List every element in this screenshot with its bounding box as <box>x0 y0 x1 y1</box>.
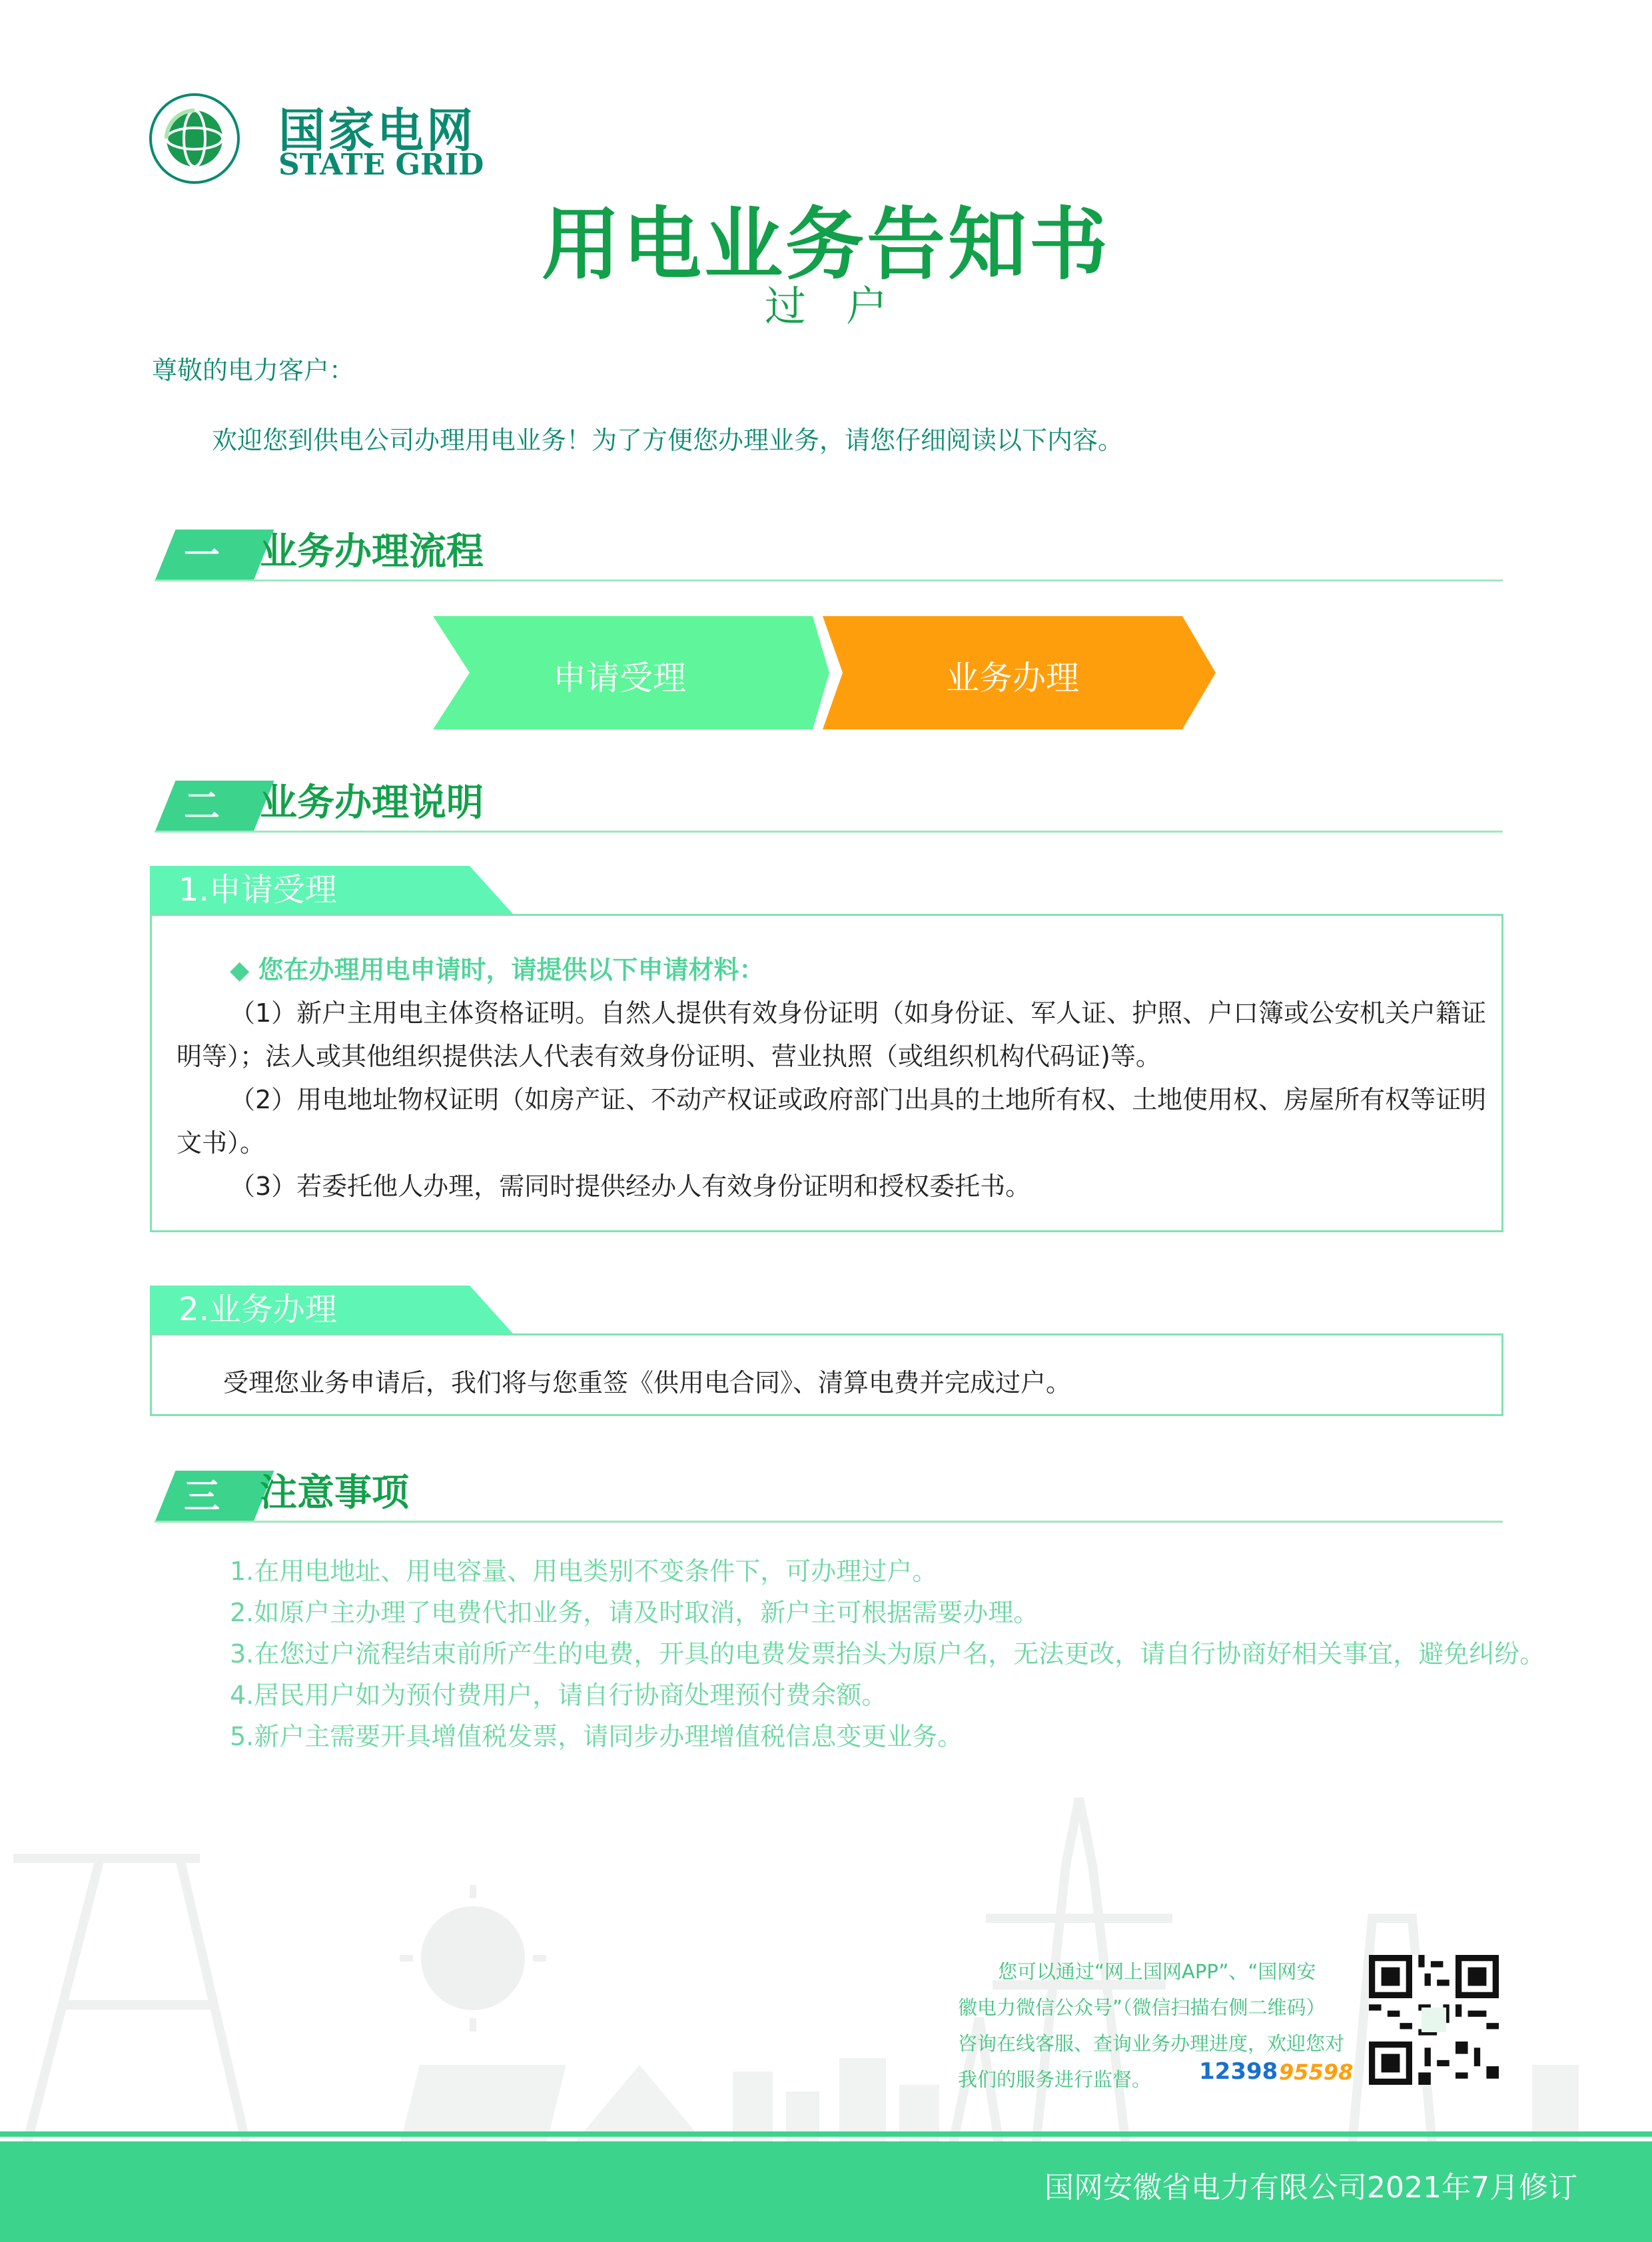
page-subtitle: 过户 <box>764 282 927 330</box>
section-3-divider <box>155 1521 1503 1523</box>
footer-stripe <box>0 2131 1652 2137</box>
page-title: 用电业务告知书 <box>541 198 1110 290</box>
section-3-title: 注意事项 <box>260 1471 409 1515</box>
sub-1-item-2-cont: 文书）。 <box>177 1128 266 1158</box>
section-2-divider <box>155 831 1503 833</box>
footer-revision-text: 国网安徽省电力有限公司2021年7月修订 <box>1044 2171 1577 2205</box>
service-line-3: 咨询在线客服、查询业务办理进度，欢迎您对 <box>958 2032 1345 2055</box>
note-2: 2.如原户主办理了电费代扣业务，请及时取消，新户主可根据需要办理。 <box>230 1598 1039 1627</box>
section-2-title: 业务办理说明 <box>260 781 484 825</box>
section-1-title: 业务办理流程 <box>260 530 484 573</box>
greeting: 尊敬的电力客户： <box>152 356 355 385</box>
service-line-1: 您可以通过“网上国网APP”、“国网安 <box>998 1960 1316 1983</box>
section-1-divider <box>155 579 1503 581</box>
sub-1-item-2: （2）用电地址物权证明（如房产证、不动产权证或政府部门出具的土地所有权、土地使用权、房屋所有权等证明 <box>230 1085 1487 1114</box>
note-1: 1.在用电地址、用电容量、用电类别不变条件下，可办理过户。 <box>230 1557 938 1586</box>
section-1-number: 一 <box>184 534 220 576</box>
sub-2-text: 受理您业务申请后，我们将与您重签《供用电合同》、清算电费并完成过户。 <box>223 1368 1072 1397</box>
intro-text: 欢迎您到供电公司办理用电业务！为了方便您办理业务，请您仔细阅读以下内容。 <box>212 426 1124 455</box>
sub-1-item-3: （3）若委托他人办理，需同时提供经办人有效身份证明和授权委托书。 <box>230 1172 1031 1201</box>
flow-step-2-label: 业务办理 <box>946 659 1079 697</box>
sub-2-title: 2.业务办理 <box>179 1291 337 1328</box>
note-4: 4.居民用户如为预付费用户，请自行协商处理预付费余额。 <box>230 1681 887 1710</box>
section-3-number: 三 <box>184 1475 220 1517</box>
logo-english-name: STATE GRID <box>278 148 484 182</box>
service-line-2: 徽电力微信公众号”（微信扫描右侧二维码） <box>958 1996 1326 2019</box>
sub-1-lead: ◆ 您在办理用电申请时，请提供以下申请材料： <box>230 955 765 984</box>
flow-step-1-label: 申请受理 <box>553 659 686 697</box>
sub-1-item-1: （1）新户主用电主体资格证明。自然人提供有效身份证明（如身份证、军人证、护照、户口簿或公安机关户籍证 <box>230 998 1487 1028</box>
section-2-number: 二 <box>184 785 220 827</box>
sub-1-item-1-cont: 明等）；法人或其他组织提供法人代表有效身份证明、营业执照（或组织机构代码证)等。 <box>177 1042 1161 1071</box>
logo-chinese-name: 国家电网 <box>278 103 476 158</box>
service-line-4: 我们的服务进行监督。 <box>958 2068 1152 2091</box>
note-3: 3.在您过户流程结束前所产生的电费，开具的电费发票抬头为原户名，无法更改，请自行协商好相关事宜，避免纠纷。 <box>230 1639 1545 1669</box>
hotline-95598: 95598 <box>1279 2059 1354 2085</box>
note-5: 5.新户主需要开具增值税发票，请同步办理增值税信息变更业务。 <box>230 1722 963 1751</box>
sub-1-title: 1.申请受理 <box>179 871 337 909</box>
hotline-12398: 12398 <box>1199 2058 1278 2085</box>
state-grid-logo-icon <box>148 92 241 185</box>
process-flow <box>433 616 1219 729</box>
qr-code-icon <box>1369 1955 1499 2085</box>
